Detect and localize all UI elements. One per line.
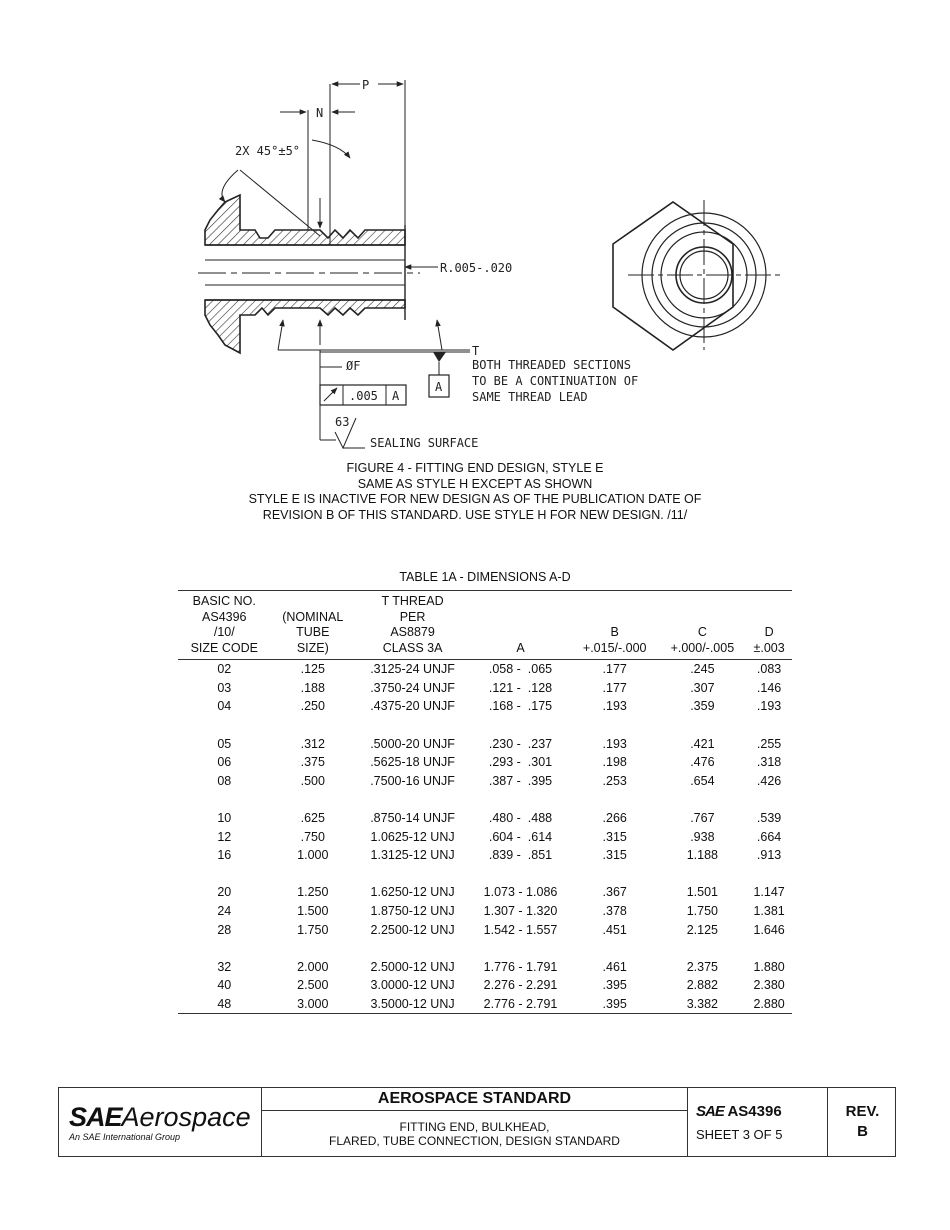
table-cell: .253 <box>602 773 627 788</box>
table-row <box>178 697 792 716</box>
table-cell: 2.375 <box>686 959 718 974</box>
table-cell: .625 <box>300 811 325 826</box>
table-cell: 2.776 - 2.791 <box>470 995 571 1014</box>
table-cell: 48 <box>178 995 271 1014</box>
table-row <box>178 679 792 698</box>
table-cell: 1.147 <box>753 885 785 900</box>
table-cell: 1.542 - 1.557 <box>483 922 558 937</box>
table-cell: 2.5000-12 UNJ <box>370 959 455 974</box>
table-cell: .193 <box>602 699 627 714</box>
logo-subtitle: An SAE International Group <box>69 1132 181 1142</box>
table-cell: 2.125 <box>686 922 718 937</box>
table-cell: .539 <box>756 811 782 826</box>
column-header: B +.015/-.000 <box>571 591 659 660</box>
document-number: SAE AS4396 <box>696 1103 782 1120</box>
table-cell: 2.276 - 2.291 <box>483 978 558 993</box>
table-cell: .604 - .614 <box>488 829 553 844</box>
table-row <box>178 846 792 865</box>
table-cell: .193 <box>756 699 782 714</box>
table-cell: .750 <box>300 829 325 844</box>
table-cell: 02 <box>217 662 232 677</box>
table-cell: 40 <box>217 978 232 993</box>
table-cell: 2.2500-12 UNJ <box>370 922 455 937</box>
table-cell: .938 <box>690 829 715 844</box>
table-row <box>178 958 792 977</box>
table-cell: .451 <box>602 922 627 937</box>
figure-caption <box>150 461 800 523</box>
label-diameter-f: ØF <box>346 359 361 373</box>
table-cell: .266 <box>602 811 627 826</box>
table-cell: 3.5000-12 UNJ <box>355 995 470 1014</box>
table-cell: .058 - .065 <box>488 662 553 677</box>
table-cell: .461 <box>602 959 627 974</box>
table-cell: 2.500 <box>297 978 329 993</box>
table-cell: .230 - .237 <box>488 736 553 751</box>
label-t: T <box>472 344 480 358</box>
table-cell: .293 - .301 <box>488 755 553 770</box>
table-cell: 1.250 <box>297 885 329 900</box>
table-cell: .395 <box>602 978 627 993</box>
table-cell: .3750-24 UNJF <box>370 680 455 695</box>
table-cell: 1.3125-12 UNJ <box>370 848 455 863</box>
table-cell: .312 <box>300 736 325 751</box>
table-cell: 1.0625-12 UNJ <box>370 829 455 844</box>
table-cell: .3125-24 UNJF <box>370 662 455 677</box>
table-cell: .307 <box>690 680 715 695</box>
table-row <box>178 995 792 1014</box>
table-cell: .198 <box>602 755 627 770</box>
label-p: P <box>362 78 370 92</box>
standard-type: AEROSPACE STANDARD <box>262 1088 687 1111</box>
column-header: C +.000/-.005 <box>659 591 747 660</box>
table-row <box>178 883 792 902</box>
table-cell: .5625-18 UNJF <box>370 755 455 770</box>
table-cell: .359 <box>690 699 715 714</box>
title-block <box>58 1087 896 1157</box>
table-cell: 3.0000-12 UNJ <box>370 978 455 993</box>
sheet-number: SHEET 3 OF 5 <box>696 1127 783 1142</box>
table-cell: .193 <box>602 736 627 751</box>
document-title: FITTING END, BULKHEAD, FLARED, TUBE CONNECTION, DESIGN STANDARD <box>329 1120 620 1148</box>
table-cell: 1.8750-12 UNJ <box>370 904 455 919</box>
column-header: (NOMINAL TUBE SIZE) <box>271 591 355 660</box>
table-cell: .083 <box>756 662 782 677</box>
label-chamfer: 2X 45°±5° <box>235 144 301 158</box>
table-row <box>178 753 792 772</box>
table-cell: 3.000 <box>271 995 355 1014</box>
table-cell: 2.000 <box>297 959 329 974</box>
table-row <box>178 827 792 846</box>
table-cell: 1.6250-12 UNJ <box>370 885 455 900</box>
caption-line-2: SAME AS STYLE H EXCEPT AS SHOWN <box>357 476 593 491</box>
table-cell: .480 - .488 <box>488 811 553 826</box>
note-line-2: TO BE A CONTINUATION OF <box>472 374 639 388</box>
table-cell: 06 <box>217 755 232 770</box>
group-spacer <box>178 790 792 809</box>
table-cell: 12 <box>217 829 232 844</box>
table-cell: 10 <box>217 811 232 826</box>
table-cell: 2.380 <box>753 978 785 993</box>
caption-line-4: REVISION B OF THIS STANDARD. USE STYLE H FOR NEW DESIGN. /11/ <box>262 507 688 522</box>
table-cell: .913 <box>756 848 782 863</box>
table-row <box>178 920 792 939</box>
table-cell: 1.501 <box>686 885 718 900</box>
logo-cell <box>59 1088 262 1156</box>
table-cell: .839 - .851 <box>488 848 553 863</box>
tolerance-frame <box>320 385 406 405</box>
table-cell: .255 <box>756 736 782 751</box>
table-cell: .387 - .395 <box>488 773 553 788</box>
table-cell: .395 <box>571 995 659 1014</box>
datum-a: A <box>435 380 443 394</box>
caption-line-1: FIGURE 4 - FITTING END DESIGN, STYLE E <box>346 461 604 475</box>
table-cell: .421 <box>690 736 715 751</box>
column-header: BASIC NO. AS4396 /10/ SIZE CODE <box>178 591 271 660</box>
fitting-end-view <box>613 200 780 350</box>
sae-aerospace-logo: SAEAerospace <box>69 1102 251 1132</box>
revision-cell <box>828 1088 897 1156</box>
table-cell: 16 <box>217 848 232 863</box>
table-cell: .367 <box>602 885 627 900</box>
column-header: A <box>470 591 571 660</box>
table-cell: 03 <box>217 680 232 695</box>
table-cell: .7500-16 UNJF <box>370 773 455 788</box>
table-cell: .250 <box>300 699 325 714</box>
table-cell: 28 <box>217 922 232 937</box>
table-cell: 1.776 - 1.791 <box>483 959 558 974</box>
label-n: N <box>316 106 324 120</box>
group-spacer <box>178 939 792 958</box>
table-cell: .188 <box>300 680 325 695</box>
table-cell: 1.188 <box>686 848 718 863</box>
column-header: T THREAD PER AS8879 CLASS 3A <box>355 591 470 660</box>
sealing-surface-label: SEALING SURFACE <box>370 436 479 450</box>
table-cell: .664 <box>756 829 782 844</box>
table-cell: .168 - .175 <box>488 699 553 714</box>
table-row <box>178 809 792 828</box>
caption-line-3: STYLE E IS INACTIVE FOR NEW DESIGN AS OF THE PUBLICATION DATE OF <box>248 492 702 506</box>
table-cell: .245 <box>690 662 715 677</box>
table-cell: 04 <box>217 699 232 714</box>
table-cell: .426 <box>756 773 782 788</box>
column-header: D ±.003 <box>746 591 792 660</box>
table-cell: 1.880 <box>753 959 785 974</box>
title-cell <box>262 1088 688 1156</box>
table-cell: 1.000 <box>297 848 329 863</box>
table-cell: 05 <box>217 736 232 751</box>
table-row <box>178 734 792 753</box>
table-cell: .654 <box>690 773 715 788</box>
note-line-3: SAME THREAD LEAD <box>472 390 588 404</box>
table-cell: 08 <box>217 773 232 788</box>
table-cell: 24 <box>217 904 232 919</box>
revision-value: B <box>857 1123 868 1140</box>
table-cell: .500 <box>300 773 325 788</box>
table-cell: 2.882 <box>686 978 718 993</box>
table-cell: 2.880 <box>746 995 792 1014</box>
table-cell: .378 <box>602 904 627 919</box>
table-cell: .315 <box>602 848 627 863</box>
table-cell: 1.750 <box>686 904 718 919</box>
table-cell: .177 <box>602 662 627 677</box>
table-cell: .315 <box>602 829 627 844</box>
table-cell: .5000-20 UNJF <box>370 736 455 751</box>
table-cell: 3.382 <box>659 995 747 1014</box>
label-radius: R.005-.020 <box>440 261 513 275</box>
table-cell: 1.073 - 1.086 <box>483 885 558 900</box>
table-cell: 1.307 - 1.320 <box>483 904 558 919</box>
group-spacer <box>178 716 792 735</box>
tolerance-value: .005 <box>349 389 378 403</box>
table-row <box>178 902 792 921</box>
table-row <box>178 660 792 679</box>
table-cell: .125 <box>300 662 325 677</box>
table-cell: .375 <box>300 755 325 770</box>
note-line-1: BOTH THREADED SECTIONS <box>472 358 631 372</box>
table-cell: 1.500 <box>297 904 329 919</box>
doc-number-cell <box>688 1088 828 1156</box>
figure-4-drawing <box>180 70 820 465</box>
table-cell: .8750-14 UNJF <box>370 811 455 826</box>
group-spacer <box>178 865 792 884</box>
table-cell: 32 <box>217 959 232 974</box>
table-cell: 1.750 <box>297 922 329 937</box>
table-cell: .146 <box>756 680 782 695</box>
table-cell: 20 <box>217 885 232 900</box>
table-cell: 1.646 <box>753 922 785 937</box>
table-cell: 1.381 <box>753 904 785 919</box>
table-row <box>178 772 792 791</box>
surface-finish: 63 <box>335 415 350 429</box>
dimensions-table <box>178 590 792 1014</box>
table-cell: .121 - .128 <box>488 680 553 695</box>
table-title: TABLE 1A - DIMENSIONS A-D <box>399 570 571 584</box>
table-row <box>178 976 792 995</box>
table-cell: .767 <box>690 811 715 826</box>
fitting-section-view <box>198 195 420 353</box>
tolerance-datum: A <box>392 389 400 403</box>
revision-label: REV. <box>845 1103 880 1120</box>
table-cell: .476 <box>690 755 715 770</box>
table-cell: .177 <box>602 680 627 695</box>
table-cell: .4375-20 UNJF <box>370 699 455 714</box>
table-cell: .318 <box>756 755 782 770</box>
